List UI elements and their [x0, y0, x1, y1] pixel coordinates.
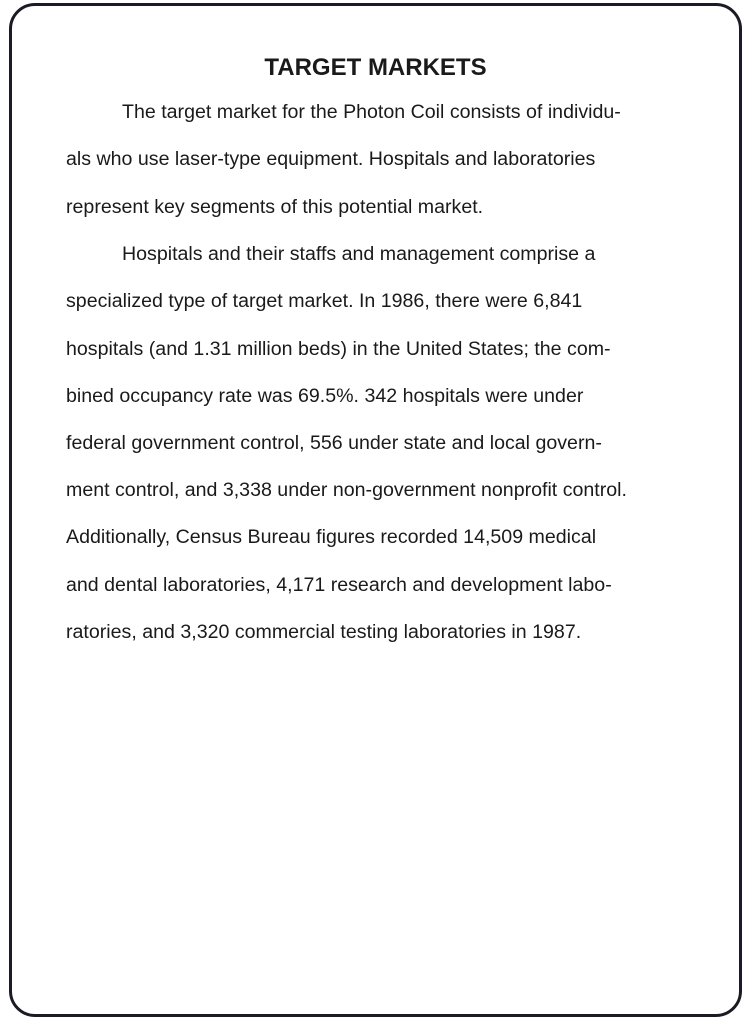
- text-line: bined occupancy rate was 69.5%. 342 hospitals were under: [66, 385, 584, 407]
- text-line: represent key segments of this potential market.: [66, 196, 484, 218]
- text-line: Hospitals and their staffs and management comprise a: [122, 243, 596, 265]
- text-line: federal government control, 556 under state and local govern-: [66, 432, 602, 454]
- text-line: The target market for the Photon Coil consists of individu-: [122, 101, 621, 123]
- text-line: Additionally, Census Bureau figures recorded 14,509 medical: [66, 526, 597, 548]
- text-line: and dental laboratories, 4,171 research and development labo-: [66, 574, 612, 596]
- text-line: specialized type of target market. In 1986, there were 6,841: [66, 290, 583, 312]
- text-line: ment control, and 3,338 under non-government nonprofit control.: [66, 479, 627, 501]
- page-title: TARGET MARKETS: [264, 54, 487, 81]
- text-line: hospitals (and 1.31 million beds) in the United States; the com-: [66, 338, 611, 360]
- text-line: als who use laser-type equipment. Hospitals and laboratories: [66, 148, 596, 170]
- text-line: ratories, and 3,320 commercial testing laboratories in 1987.: [66, 621, 582, 643]
